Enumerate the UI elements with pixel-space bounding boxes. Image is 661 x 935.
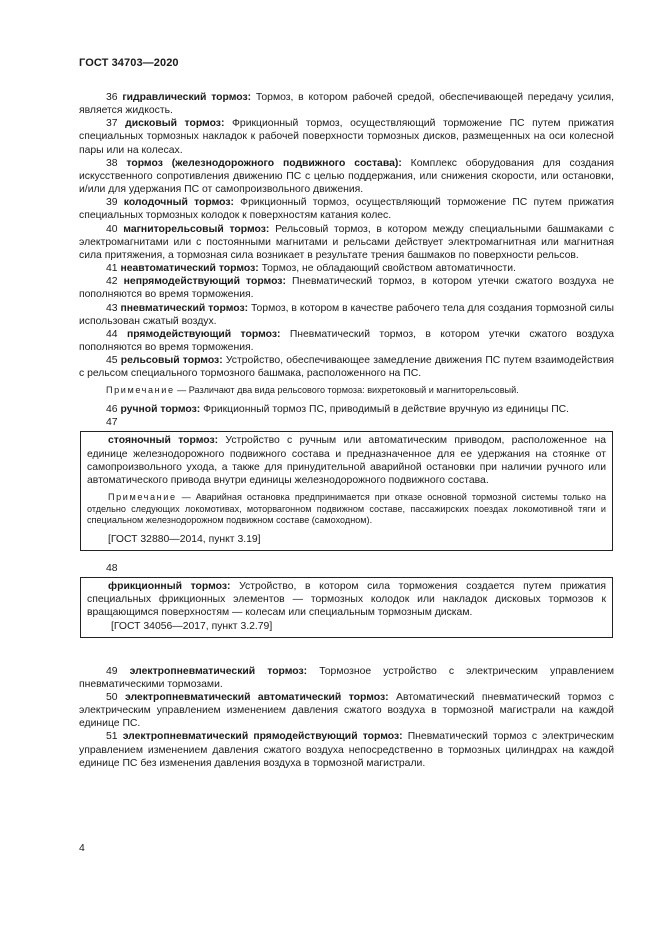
term-entry-46 xyxy=(79,403,614,416)
term-definition: Тормоз, в котором рабочей средой, обеспечивающей передачу усилия, является жидкость. xyxy=(79,92,614,117)
term-number: 41 xyxy=(106,263,118,275)
note-text: — Аварийная остановка предпринимается при отказе основной тормозной системы только на отдельно следующих локомотивах, моторвагонном подвижном составе, пассажирских поездах локомотивной тяги и специальном железнодорожном подвижном составе (самоходном). xyxy=(87,491,606,526)
term-entry-39 xyxy=(79,196,614,222)
term-definition: Тормозное устройство с электрическим управлением пневматическими тормозами. xyxy=(79,665,615,690)
term-entry-47 xyxy=(87,434,606,487)
term-entry-37 xyxy=(79,117,614,156)
term-entry-42 xyxy=(79,275,614,301)
term-entry-36 xyxy=(79,91,614,117)
term-definition: Автоматический пневматический тормоз с электрическим управлением изменением давления сжатого воздуха в тормозной магистрали на каждой единице ПС. xyxy=(79,692,614,730)
term-definition: Тормоз, в котором в качестве рабочего тела для создания тормозной силы использован сжатый воздух. xyxy=(79,302,614,327)
term-title: непрямодействующий тормоз: xyxy=(123,276,286,288)
term-number: 49 xyxy=(106,665,118,677)
term-entry-44 xyxy=(79,328,614,354)
term-box-48 xyxy=(80,577,613,638)
term-definition: Устройство с ручным или автоматическим приводом, расположенное на единице железнодорожного подвижного состава и предназначенное для ее удержания на стоянке от самопроизвольного ухода, а также для принудительной аварийной остановки при наличии ручного или автоматического привода внутри единицы железнодорожного подвижного состава. xyxy=(87,435,607,486)
term-number: 43 xyxy=(106,302,118,314)
page-number: 4 xyxy=(79,843,85,854)
term-title: тормоз (железнодорожного подвижного состава): xyxy=(126,157,402,169)
term-box-47 xyxy=(80,431,613,551)
term-definition: Устройство, в котором сила торможения создается путем прижатия специальных фрикционных элементов — тормозных колодок или накладок дисковых тормозов к вращающимся поверхностям — колесам или специальным тормозным дискам. xyxy=(87,581,606,619)
term-title: гидравлический тормоз: xyxy=(122,92,252,103)
term-title: рельсовый тормоз: xyxy=(120,355,223,367)
term-title: стояночный тормоз: xyxy=(108,435,219,447)
term-title: электропневматический тормоз: xyxy=(129,665,308,677)
term-number: 46 xyxy=(106,404,118,416)
note-text: — Различают два вида рельсового тормоза: вихретоковый и магниторельсовый. xyxy=(174,385,519,396)
term-entry-51 xyxy=(79,730,614,769)
term-entry-38 xyxy=(79,157,614,196)
term-number: 38 xyxy=(106,157,118,169)
note-rail-brake xyxy=(79,385,614,397)
document-body xyxy=(79,91,614,770)
term-title: неавтоматический тормоз: xyxy=(120,263,259,275)
term-definition: Фрикционный тормоз, осуществляющий торможение ПС путем прижатия специальных тормозных накладок к рабочей поверхности тормозных дисков, размещенных на оси колесной пары или на колесах. xyxy=(79,118,614,156)
source-reference: [ГОСТ 32880—2014, пункт 3.19] xyxy=(108,533,261,545)
term-number: 36 xyxy=(106,92,118,103)
note-parking-brake xyxy=(87,492,606,527)
term-entry-41 xyxy=(79,262,614,275)
term-number: 42 xyxy=(106,276,118,288)
term-title: электропневматический прямодействующий тормоз: xyxy=(122,731,403,743)
term-number: 37 xyxy=(106,118,118,130)
term-definition: Фрикционный тормоз, осуществляющий торможение ПС путем прижатия специальных тормозных колодок к поверхностям катания колес. xyxy=(79,197,614,222)
term-entry-40 xyxy=(79,223,614,262)
term-definition: Фрикционный тормоз ПС, приводимый в действие вручную из единицы ПС. xyxy=(200,404,570,416)
term-number-48: 48 xyxy=(106,562,118,574)
term-title: колодочный тормоз: xyxy=(123,197,234,209)
term-title: ручной тормоз: xyxy=(120,404,201,416)
document-header: ГОСТ 34703—2020 xyxy=(79,57,179,69)
term-number: 40 xyxy=(106,223,118,235)
term-number: 50 xyxy=(106,692,118,703)
term-entry-45 xyxy=(79,354,614,380)
term-definition: Устройство, обеспечивающее замедление движения ПС путем взаимодействия с рельсом специального тормозного башмака, расположенного на ПС. xyxy=(79,355,615,380)
term-title: магниторельсовый тормоз: xyxy=(123,223,270,235)
term-title: прямодействующий тормоз: xyxy=(126,328,281,340)
term-entry-48 xyxy=(87,580,606,619)
source-reference: [ГОСТ 34056—2017, пункт 3.2.79] xyxy=(111,620,273,632)
term-title: пневматический тормоз: xyxy=(120,302,249,314)
term-definition: Пневматический тормоз, в котором утечки сжатого воздуха пополняются во время торможения. xyxy=(79,328,615,353)
term-definition: Пневматический тормоз, в котором утечки сжатого воздуха не пополняются во время торможения. xyxy=(79,276,614,301)
term-number: 51 xyxy=(106,731,118,743)
term-number-47: 47 xyxy=(106,417,118,429)
note-label: Примечание xyxy=(108,491,177,502)
term-title: электропневматический автоматический тормоз: xyxy=(124,692,389,703)
term-definition: Тормоз, не обладающий свойством автоматичности. xyxy=(258,263,516,275)
term-definition: Рельсовый тормоз, в котором между специальными башмаками с электромагнитами или с постоянными магнитами и рельсами действует электромагнитная или магнитная сила притяжения, а тормозная сила возникает в результате трения башмаков по поверхности рельсов. xyxy=(79,223,614,261)
term-entry-49 xyxy=(79,665,614,691)
note-label: Примечание xyxy=(106,385,175,396)
term-entry-43 xyxy=(79,302,614,328)
term-number: 39 xyxy=(106,197,118,209)
term-number: 44 xyxy=(106,328,118,340)
term-title: дисковый тормоз: xyxy=(125,118,225,130)
term-number: 45 xyxy=(106,355,118,367)
term-title: фрикционный тормоз: xyxy=(108,581,231,593)
term-definition: Комплекс оборудования для создания искусственного сопротивления движению ПС с целью поддержания, или снижения скорости, или остановки, и/или для удержания ПС от самопроизвольного движения. xyxy=(79,157,614,196)
term-entry-50 xyxy=(79,691,614,730)
term-definition: Пневматический тормоз с электрическим управлением изменением давления сжатого воздуха непосредственно в тормозных цилиндрах на каждой единице ПС без изменения давления воздуха в тормозной магистрали. xyxy=(79,731,614,769)
